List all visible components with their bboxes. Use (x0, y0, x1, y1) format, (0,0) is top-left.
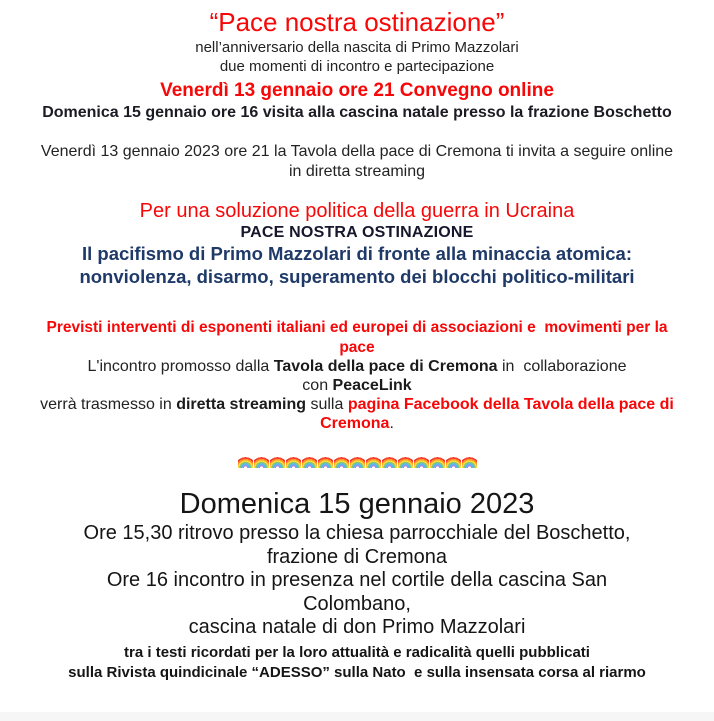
visit-line-3: Ore 16 incontro in presenza nel cortile della cascina San (106, 569, 608, 591)
visit-line-4: Colombano, (303, 592, 411, 615)
visit-title: Domenica 15 gennaio 2023 (179, 488, 535, 520)
visit-line-1: Ore 15,30 ritrovo presso la chiesa parrocchiale del Boschetto, (83, 522, 631, 544)
broadcast-seg-6: . (389, 415, 394, 432)
note-block (0, 643, 714, 683)
rainbow-icon (462, 457, 477, 468)
broadcast-seg-2: diretta streaming (176, 396, 307, 413)
conference-theme-line-2: nonviolenza, disarmo, superamento dei blocchi politico-militari (79, 266, 635, 287)
broadcast-line-1 (0, 395, 714, 414)
broadcast-block (0, 395, 714, 433)
rainbow-icon (350, 457, 365, 468)
rainbow-divider (0, 454, 714, 471)
promo-seg-1: L'incontro promosso dalla (87, 358, 274, 375)
speakers-line-2: pace (339, 338, 375, 356)
promo-seg-5: PeaceLink (332, 377, 412, 394)
promo-line-2 (0, 376, 714, 395)
promo-seg-3: in collaborazione (497, 358, 627, 375)
invitation-line-2: in diretta streaming (288, 163, 426, 180)
page-title: “Pace nostra ostinazione” (209, 7, 505, 37)
promo-block (0, 357, 714, 395)
rainbow-icon (318, 457, 333, 468)
rainbow-icon (430, 457, 445, 468)
visit-line-2: frazione di Cremona (266, 545, 448, 568)
broadcast-seg-4: pagina Facebook della Tavola della pace di (347, 396, 674, 413)
footer-strip (0, 712, 714, 721)
broadcast-seg-3: sulla (306, 396, 348, 413)
event-visit-line: Domenica 15 gennaio ore 16 visita alla cascina natale presso la frazione Boschetto (42, 104, 672, 121)
broadcast-seg-1: verrà trasmesso in (40, 396, 177, 413)
rainbow-icon (302, 457, 317, 468)
rainbow-icon (382, 457, 397, 468)
speakers-line-1: Previsti interventi di esponenti italiani ed europei di associazioni e movimenti per la (46, 319, 668, 336)
rainbow-icon (254, 457, 269, 468)
promo-seg-2: Tavola della pace di Cremona (273, 358, 498, 375)
event-online-line: Venerdì 13 gennaio ore 21 Convegno online (160, 80, 554, 101)
invitation-line-1: Venerdì 13 gennaio 2023 ore 21 la Tavola della pace di Cremona ti invita a seguire online (40, 143, 674, 160)
conference-subhead: PACE NOSTRA OSTINAZIONE (240, 224, 474, 241)
subtitle-line-2: due momenti di incontro e partecipazione (219, 58, 495, 75)
broadcast-line-2 (0, 414, 714, 433)
rainbow-icon (446, 457, 461, 468)
rainbow-icon (414, 457, 429, 468)
speakers-block (0, 318, 714, 357)
broadcast-seg-5: Cremona (320, 415, 390, 432)
rainbow-icon (366, 457, 381, 468)
invitation-block (0, 142, 714, 182)
conference-headline: Per una soluzione politica della guerra in Ucraina (139, 200, 575, 222)
rainbow-icon (334, 457, 349, 468)
note-line-2: sulla Rivista quindicinale “ADESSO” sulla Nato e sulla insensata corsa al riarmo (68, 663, 646, 681)
rainbow-icon (286, 457, 301, 468)
promo-line-1 (0, 357, 714, 376)
rainbow-icon (238, 457, 253, 468)
rainbow-icon (398, 457, 413, 468)
note-line-1: tra i testi ricordati per la loro attualità e radicalità quelli pubblicati (124, 643, 590, 661)
visit-line-5: cascina natale di don Primo Mazzolari (188, 616, 526, 638)
subtitle-line-1: nell’anniversario della nascita di Primo Mazzolari (195, 39, 519, 56)
rainbow-icon (270, 457, 285, 468)
conference-theme-line-1: Il pacifismo di Primo Mazzolari di fronte alla minaccia atomica: (81, 243, 632, 264)
promo-seg-4: con (302, 377, 333, 394)
